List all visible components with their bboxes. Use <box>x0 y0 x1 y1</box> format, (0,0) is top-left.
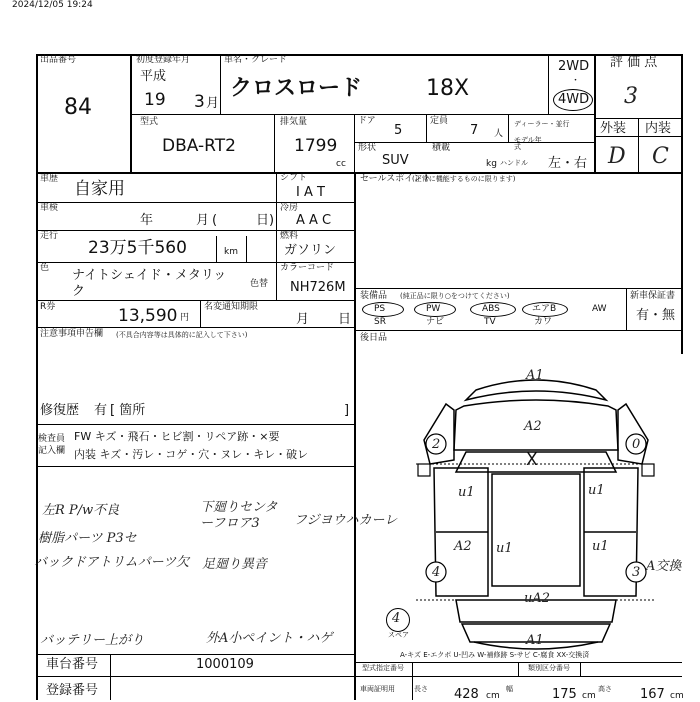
remark-1: 左R P/w不良 <box>42 503 120 518</box>
inspection-label: 車検 <box>40 203 59 213</box>
equip-pw: PW <box>426 304 441 314</box>
doors-value: 5 <box>394 123 403 138</box>
divider-disp <box>354 114 355 172</box>
registration-label: 登録番号 <box>46 683 99 698</box>
divider-spec4 <box>36 300 356 301</box>
remark-2: 樹脂パーツ P3セ <box>38 531 137 546</box>
remark-3: バックドアトリムパーツ欠 <box>34 555 190 570</box>
warranty-label: 新車保証書 <box>630 291 676 301</box>
color-label: 色 <box>40 263 50 273</box>
mark-x: X <box>526 450 538 470</box>
mark-u1-right1: u1 <box>588 483 605 498</box>
equipment-label: 装備品 <box>360 291 388 301</box>
load-unit: kg <box>486 159 497 169</box>
divider-drive <box>548 54 549 114</box>
mark-a1-bottom: A1 <box>526 633 544 648</box>
car-name: クロスロード <box>230 76 363 101</box>
chassis-value: 1000109 <box>196 657 254 672</box>
inspection-year-unit: 年 <box>140 213 154 228</box>
mileage-unit: km <box>224 247 238 257</box>
drive-dot: ・ <box>571 76 581 86</box>
inspector-row2: 内装 キズ・汚レ・コゲ・穴・ヌレ・キレ・破レ <box>74 448 309 461</box>
handle-label: ハンドル <box>500 159 528 167</box>
divider-shape <box>354 142 594 143</box>
doors-label: ドア <box>358 116 376 126</box>
remark-5: フジヨウハカーレ <box>294 513 398 528</box>
divider-spec1 <box>36 202 356 203</box>
divider-repair <box>36 424 356 425</box>
rear-label: 後日品 <box>360 333 388 343</box>
divider-model <box>274 114 275 172</box>
score-int-label: 内装 <box>645 121 672 136</box>
frame-left <box>36 54 38 700</box>
lot-label: 出品番号 <box>40 55 77 65</box>
car-grade: 18X <box>426 76 470 101</box>
sales-point-label: セールスポイント <box>360 174 432 184</box>
capacity-value: 7 <box>470 123 479 138</box>
mileage-value: 23万5千560 <box>88 238 187 258</box>
inspection-day-open: ( <box>212 213 218 228</box>
width-unit: cm <box>582 691 596 701</box>
divider-warranty <box>626 288 627 330</box>
dims-label: 車両証明用 <box>360 685 395 693</box>
shift-label: シフト <box>280 173 308 183</box>
first-reg-year: 19 <box>144 90 166 110</box>
mileage-label: 走行 <box>40 231 59 241</box>
model-label: 型式 <box>140 117 159 127</box>
tire-fr: 0 <box>632 437 641 452</box>
notice-label: 名変通知期限 <box>204 302 259 312</box>
recycle-value: 13,590 <box>118 306 178 326</box>
divider-km2 <box>246 236 247 262</box>
height-unit: cm <box>670 691 684 701</box>
inspector-label: 検査員記入欄 <box>38 434 66 456</box>
remark-4: 下廻りセンターフロア3 <box>200 500 278 532</box>
equip-sr: SR <box>374 317 386 327</box>
divider-header <box>36 172 682 174</box>
notice-day: 日 <box>338 312 352 327</box>
color-value: ナイトシェイド・メタリック <box>72 268 227 299</box>
spare-tire: 4 <box>392 611 401 626</box>
tire-rl: 4 <box>432 565 441 580</box>
divider-equipment <box>356 288 682 289</box>
repair-close: ] <box>344 403 350 418</box>
color-code-label: カラーコード <box>280 263 335 273</box>
height-label: 高さ <box>598 685 612 693</box>
divider-spec5 <box>36 327 356 328</box>
car-diagram <box>356 360 686 650</box>
mark-u1-left1: u1 <box>458 485 475 500</box>
fuel-label: 燃料 <box>280 231 299 241</box>
divider-spec2 <box>36 230 356 231</box>
timestamp: 2024/12/05 19:24 <box>12 0 93 10</box>
divider-rear <box>356 330 682 331</box>
first-reg-month: 3 <box>194 92 205 112</box>
mark-a-exchange: A交換 <box>646 559 682 574</box>
remark-7: バッテリー上がり <box>40 633 145 648</box>
divider-score4 <box>596 136 682 137</box>
mark-a2-top: A2 <box>524 419 542 434</box>
notes-label: 注意事項申告欄 <box>40 329 104 339</box>
handle-value: 左・右 <box>548 156 588 171</box>
mark-ua2: uA2 <box>524 591 551 606</box>
repair-value: 有 <box>94 403 108 418</box>
category-label: 類別区分番号 <box>528 664 570 672</box>
first-reg-era: 平成 <box>140 69 167 84</box>
ac-value: A A C <box>296 213 332 228</box>
length-unit: cm <box>486 691 500 701</box>
divider-category2 <box>580 662 581 676</box>
notes-sub: (不具合内容等は具体的に記入して下さい) <box>116 331 248 339</box>
height-value: 167 <box>640 687 665 702</box>
equip-aw: AW <box>592 304 607 314</box>
shift-value: I A T <box>296 185 325 200</box>
width-label: 幅 <box>506 685 513 693</box>
divider-score <box>594 54 596 172</box>
first-reg-label: 初度登録年月 <box>136 55 191 65</box>
displacement-value: 1799 <box>294 136 338 156</box>
fuel-value: ガソリン <box>284 243 337 258</box>
load-label: 積載 <box>432 143 451 153</box>
model-value: DBA-RT2 <box>162 136 236 156</box>
sales-point-note: (正常に機能するものに限ります) <box>412 175 516 183</box>
inspection-day-unit: 日) <box>256 213 275 228</box>
inspection-month-unit: 月 <box>196 213 210 228</box>
divider-typecert <box>412 662 413 700</box>
frame-right <box>681 54 683 354</box>
displacement-label: 排気量 <box>280 117 308 127</box>
drive-2wd: 2WD <box>558 59 590 74</box>
mark-a1-top: A1 <box>526 368 544 383</box>
history-value: 自家用 <box>74 179 125 199</box>
divider-bottom-label <box>110 654 111 700</box>
color-code-value: NH726M <box>290 280 346 295</box>
remark-8: 外A小ペイント・ハゲ <box>206 631 333 646</box>
recycle-unit: 円 <box>180 313 190 323</box>
first-reg-month-unit: 月 <box>206 96 220 111</box>
type-cert-label: 型式指定番号 <box>362 664 404 672</box>
spare-label: スペア <box>388 631 409 639</box>
drive-4wd: 4WD <box>558 92 590 107</box>
inspector-row1: FW キズ・飛石・ヒビ割・リペア跡・×要 <box>74 430 280 443</box>
notice-month: 月 <box>296 312 310 327</box>
equip-tv: TV <box>484 317 496 327</box>
divider-bottom2 <box>36 676 682 677</box>
car-label: 車名・グレード <box>224 55 288 65</box>
divider-category <box>518 662 519 676</box>
chassis-label: 車台番号 <box>46 657 99 672</box>
score-ext-label: 外装 <box>600 121 627 136</box>
score-value: 3 <box>624 84 638 109</box>
divider-lot <box>130 54 132 172</box>
equip-leather: カワ <box>534 317 553 327</box>
score-label: 評 価 点 <box>610 55 658 70</box>
dealer-label: ディーラー・並行 <box>514 120 570 128</box>
damage-legend: A-キズ E-エクボ U-凹み W-補修跡 S-サビ C-腐食 XX-交換済 <box>400 651 590 659</box>
divider-bottom3 <box>356 662 682 663</box>
tire-fl: 2 <box>432 437 441 452</box>
score-int-value: C <box>652 144 669 169</box>
divider-recycle <box>200 300 201 327</box>
divider-km <box>216 236 217 262</box>
mark-u1-left2: u1 <box>496 541 513 556</box>
frame-top <box>36 54 682 56</box>
score-ext-value: D <box>608 144 626 169</box>
divider-spec-mid <box>276 172 277 300</box>
capacity-label: 定員 <box>430 116 449 126</box>
shape-label: 形状 <box>358 143 377 153</box>
divider-score2 <box>596 118 682 119</box>
displacement-unit: cc <box>336 159 346 169</box>
equip-ps: PS <box>374 304 386 314</box>
divider-score3 <box>638 118 639 172</box>
tire-rr: 3 <box>632 565 641 580</box>
length-value: 428 <box>454 687 479 702</box>
length-label: 長さ <box>414 685 428 693</box>
ac-label: 冷房 <box>280 203 299 213</box>
equip-abs: ABS <box>482 304 500 314</box>
divider-cap <box>508 114 509 142</box>
history-label: 車歴 <box>40 174 59 184</box>
mark-a2-left: A2 <box>454 539 472 554</box>
remark-6: 足廻り異音 <box>202 557 268 572</box>
equip-airbag: エアB <box>532 304 557 314</box>
recycle-label: R券 <box>40 302 56 312</box>
capacity-unit: 人 <box>494 129 504 139</box>
repair-label: 修復歴 <box>40 403 80 418</box>
width-value: 175 <box>552 687 577 702</box>
mark-u1-right2: u1 <box>592 539 609 554</box>
equipment-note: (純正品に限り○をつけてください) <box>400 292 510 300</box>
divider-bottom1 <box>36 654 356 655</box>
warranty-value: 有・無 <box>636 308 676 323</box>
equip-navi: ナビ <box>426 317 445 327</box>
divider-inspector <box>36 466 356 467</box>
divider-door <box>426 114 427 142</box>
divider-reg <box>220 54 221 114</box>
divider-row2 <box>132 114 594 115</box>
repair-place: [ 箇所 <box>110 403 146 418</box>
lot-number: 84 <box>64 95 92 120</box>
color-swap-label: 色替 <box>250 279 269 289</box>
shape-value: SUV <box>382 153 409 168</box>
model-year-label: モデル年式 <box>514 136 542 151</box>
